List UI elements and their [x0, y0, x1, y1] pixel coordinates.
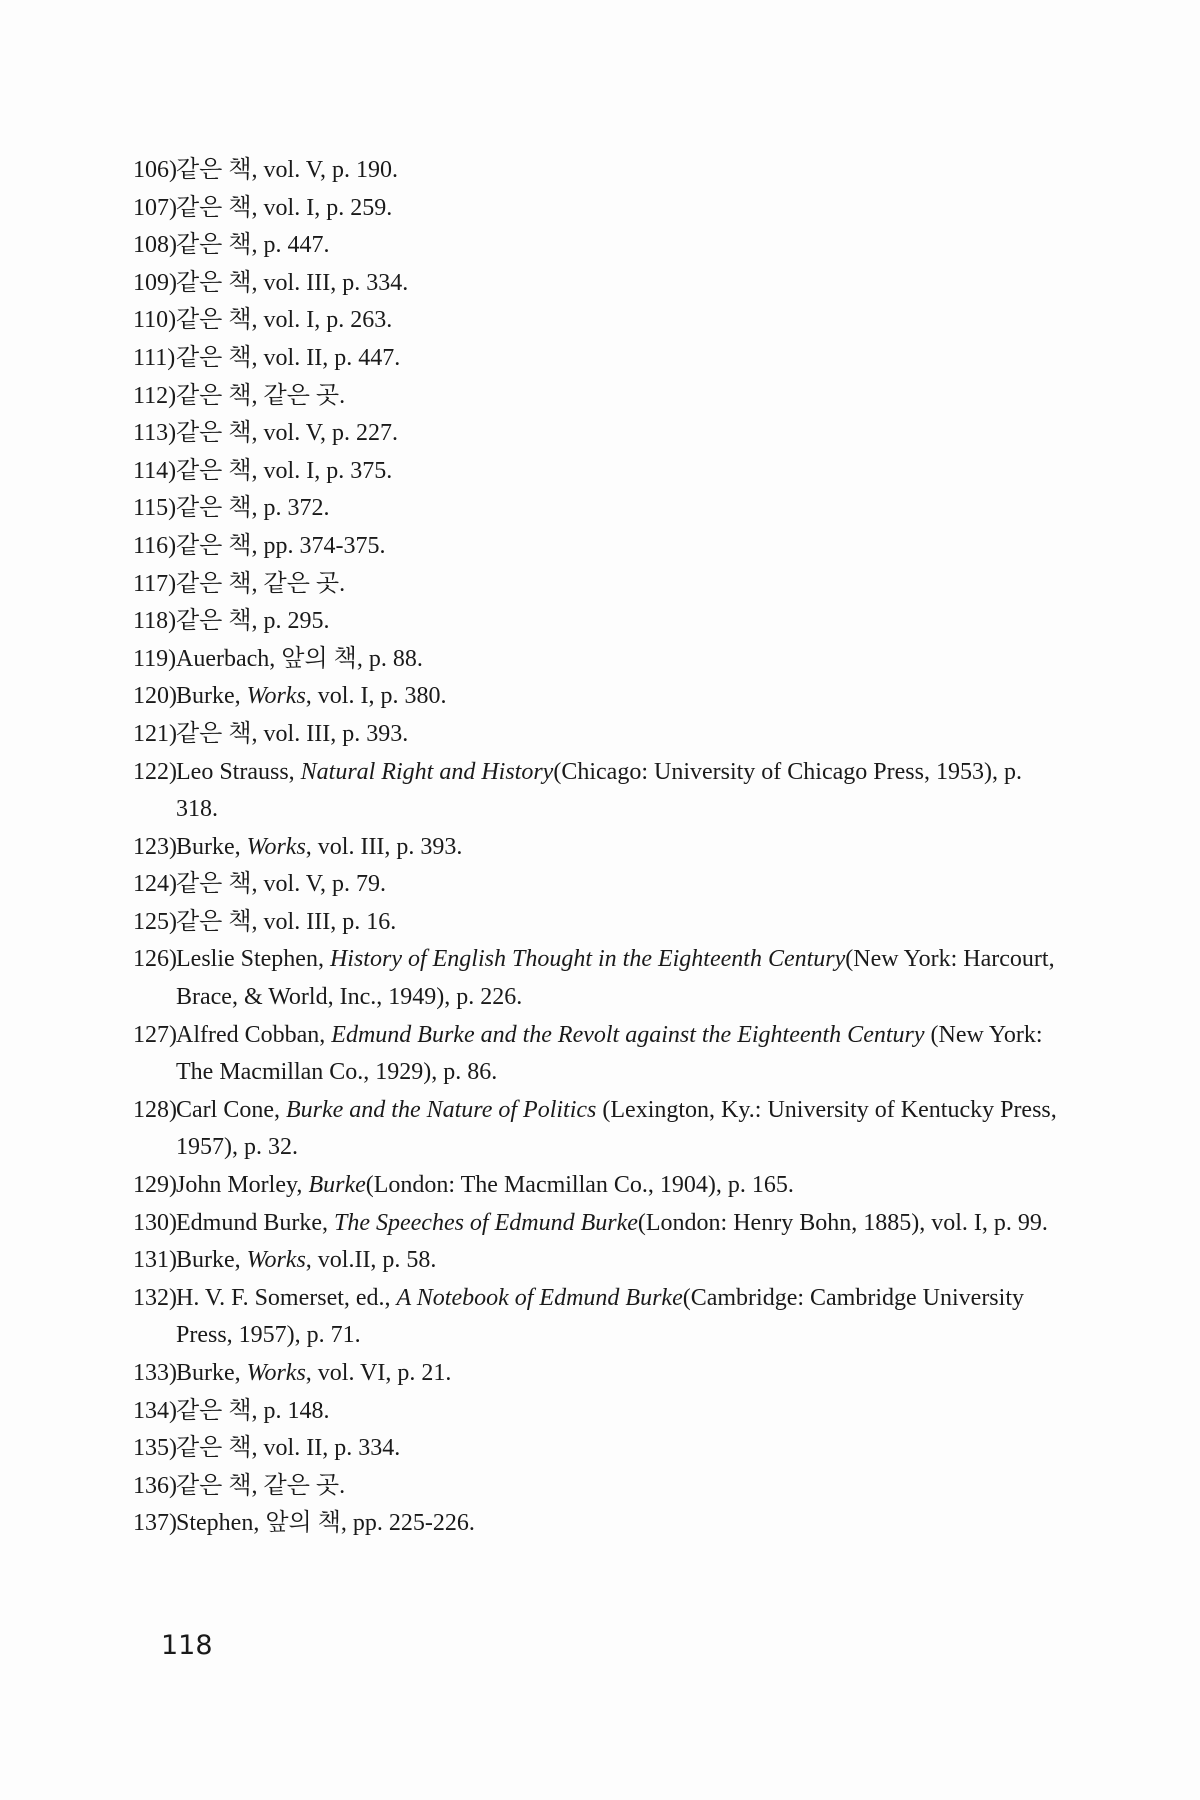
cited-title: The Speeches of Edmund Burke: [333, 1209, 638, 1236]
endnote-item: [133, 227, 1068, 265]
endnote-text: [176, 608, 330, 634]
endnote-item: [133, 716, 1068, 754]
endnote-item: [133, 1017, 1068, 1092]
endnote-segment: 같은 책, vol. I, p. 259.: [176, 194, 393, 221]
endnote-item: [133, 453, 1068, 491]
endnote-text: [176, 871, 386, 897]
endnote-segment: , vol.II, p. 58.: [305, 1247, 437, 1274]
endnote-text: [176, 1285, 1024, 1349]
endnote-segment: Alfred Cobban,: [176, 1021, 332, 1048]
endnote-segment: Burke,: [176, 1247, 247, 1274]
endnote-text: [176, 646, 423, 672]
endnote-number: 107): [133, 194, 177, 221]
endnote-item: [133, 754, 1068, 829]
endnote-segment: (London: The Macmillan Co., 1904), p. 165.: [365, 1172, 794, 1199]
endnote-item: [133, 1242, 1068, 1280]
endnote-item: [133, 1205, 1068, 1243]
cited-title: Works: [246, 683, 306, 710]
endnote-text: [176, 1097, 1057, 1161]
endnote-number: 128): [133, 1096, 177, 1123]
endnote-number: 119): [133, 645, 177, 672]
endnote-number: 127): [133, 1021, 177, 1048]
endnote-segment: (London: Henry Bohn, 1885), vol. I, p. 99.: [637, 1209, 1048, 1236]
endnote-text: [176, 1022, 1043, 1086]
endnote-item: [133, 1355, 1068, 1393]
endnote-item: [133, 1505, 1068, 1543]
endnote-segment: 같은 책, p. 295.: [176, 608, 330, 635]
endnote-number: 117): [133, 570, 177, 597]
endnote-item: [133, 152, 1068, 190]
endnote-text: [176, 458, 392, 484]
endnote-text: [176, 1510, 475, 1536]
endnote-number: 125): [133, 908, 177, 935]
endnote-segment: (New York: The Macmillan Co., 1929), p. 86.: [176, 1021, 1043, 1086]
endnote-segment: 같은 책, vol. I, p. 263.: [176, 307, 393, 334]
endnote-segment: 같은 책, p. 372.: [176, 495, 330, 522]
endnote-item: [133, 190, 1068, 228]
endnote-number: 106): [133, 157, 177, 183]
endnote-item: [133, 1430, 1068, 1468]
endnote-text: [176, 1473, 345, 1499]
endnote-item: [133, 641, 1068, 679]
endnote-segment: 같은 책, vol. III, p. 16.: [176, 908, 397, 935]
endnote-item: [133, 340, 1068, 378]
endnote-number: 115): [133, 495, 177, 522]
endnote-number: 116): [133, 532, 177, 559]
endnote-segment: 같은 책, vol. V, p. 79.: [176, 871, 387, 898]
endnote-item: [133, 603, 1068, 641]
endnote-segment: Burke,: [176, 683, 247, 710]
endnote-item: [133, 265, 1068, 303]
endnote-segment: (Lexington, Ky.: University of Kentucky Press, 1957), p. 32.: [176, 1096, 1057, 1161]
endnote-segment: 같은 책, p. 148.: [176, 1397, 330, 1424]
endnote-number: 137): [133, 1510, 177, 1537]
endnote-number: 118): [133, 608, 177, 635]
endnote-number: 120): [133, 683, 177, 710]
endnote-text: [176, 533, 386, 559]
endnote-number: 114): [133, 457, 177, 484]
endnote-number: 112): [133, 382, 177, 409]
endnote-segment: 같은 책, vol. V, p. 190.: [176, 157, 399, 183]
endnote-segment: John Morley,: [176, 1172, 309, 1199]
endnote-text: [176, 834, 462, 860]
endnote-segment: (Cambridge: Cambridge University Press, 1957), p. 71.: [176, 1284, 1024, 1349]
page-number: 118: [161, 1630, 213, 1661]
endnote-segment: 같은 책, 같은 곳.: [176, 382, 346, 409]
endnote-number: 135): [133, 1435, 177, 1462]
endnote-segment: 같은 책, vol. V, p. 227.: [176, 420, 399, 447]
endnote-text: [176, 345, 400, 371]
endnote-text: [176, 721, 408, 747]
endnote-segment: 같은 책, vol. II, p. 334.: [176, 1435, 401, 1462]
endnote-text: [176, 683, 446, 709]
endnote-text: [176, 1210, 1048, 1236]
cited-title: Burke and the Nature of Politics: [285, 1096, 597, 1123]
endnote-segment: 같은 책, vol. III, p. 334.: [176, 269, 409, 296]
endnote-text: [176, 759, 1022, 823]
endnote-item: [133, 302, 1068, 340]
endnote-text: [176, 1247, 436, 1273]
endnote-number: 108): [133, 232, 177, 259]
endnote-number: 130): [133, 1209, 177, 1236]
endnote-text: [176, 495, 330, 521]
endnote-item: [133, 866, 1068, 904]
endnote-number: 113): [133, 420, 177, 447]
endnote-segment: Leslie Stephen,: [176, 946, 330, 973]
cited-title: A Notebook of Edmund Burke: [396, 1284, 683, 1311]
cited-title: Burke: [308, 1172, 366, 1199]
endnote-text: [176, 946, 1055, 1010]
endnote-number: 129): [133, 1172, 177, 1199]
endnote-segment: Burke,: [176, 1360, 247, 1386]
endnote-number: 109): [133, 269, 177, 296]
endnote-segment: Burke,: [176, 833, 247, 860]
endnote-number: 131): [133, 1247, 177, 1274]
endnote-item: [133, 1468, 1068, 1506]
endnote-text: [176, 1398, 330, 1424]
endnote-text: [176, 307, 392, 333]
endnote-item: [133, 490, 1068, 528]
endnote-segment: 같은 책, 같은 곳.: [176, 570, 346, 597]
endnote-number: 126): [133, 946, 177, 973]
endnote-item: [133, 1092, 1068, 1167]
endnote-text: [176, 232, 330, 258]
endnote-segment: H. V. F. Somerset, ed.,: [176, 1284, 397, 1311]
endnote-text: [176, 195, 392, 221]
endnote-number: 123): [133, 833, 177, 860]
endnote-text: [176, 420, 398, 446]
endnote-segment: Auerbach, 앞의 책, p. 88.: [176, 645, 423, 672]
endnote-number: 124): [133, 871, 177, 898]
endnote-text: [176, 1360, 451, 1386]
endnote-segment: , vol. I, p. 380.: [305, 683, 447, 710]
endnote-segment: Carl Cone,: [176, 1096, 286, 1123]
cited-title: Edmund Burke and the Revolt against the Eighteenth Century: [331, 1021, 925, 1048]
endnote-segment: Leo Strauss,: [176, 758, 301, 785]
endnote-segment: 같은 책, vol. II, p. 447.: [176, 344, 401, 371]
endnote-text: [176, 270, 408, 296]
endnote-segment: 같은 책, pp. 374-375.: [176, 532, 386, 559]
endnote-segment: 같은 책, 같은 곳.: [176, 1472, 346, 1499]
endnote-item: [133, 528, 1068, 566]
endnote-item: [133, 1393, 1068, 1431]
endnote-text: [176, 1435, 400, 1461]
endnote-segment: 같은 책, vol. I, p. 375.: [176, 457, 393, 484]
cited-title: Works: [246, 1247, 306, 1274]
endnote-number: 122): [133, 758, 177, 785]
endnote-segment: Edmund Burke,: [176, 1209, 334, 1236]
endnote-item: [133, 829, 1068, 867]
endnote-segment: Stephen, 앞의 책, pp. 225-226.: [176, 1510, 475, 1537]
endnote-number: 133): [133, 1360, 177, 1386]
endnote-segment: , vol. VI, p. 21.: [305, 1360, 452, 1386]
endnote-segment: 같은 책, p. 447.: [176, 232, 330, 259]
endnote-number: 136): [133, 1472, 177, 1499]
endnote-item: [133, 1280, 1068, 1355]
cited-title: Works: [246, 833, 306, 860]
endnote-number: 134): [133, 1397, 177, 1424]
cited-title: Works: [246, 1360, 306, 1386]
endnote-segment: 같은 책, vol. III, p. 393.: [176, 720, 409, 747]
endnote-item: [133, 378, 1068, 416]
endnote-item: [133, 1167, 1068, 1205]
endnote-text: [176, 157, 398, 183]
endnote-number: 132): [133, 1284, 177, 1311]
endnote-item: [133, 678, 1068, 716]
endnote-segment: , vol. III, p. 393.: [305, 833, 463, 860]
endnote-segment: (New York: Harcourt, Brace, & World, Inc., 1949), p. 226.: [176, 946, 1055, 1011]
endnote-item: [133, 415, 1068, 453]
endnotes-list: [133, 152, 1068, 1543]
endnote-text: [176, 909, 396, 935]
endnote-number: 121): [133, 720, 177, 747]
endnote-item: [133, 904, 1068, 942]
endnote-item: [133, 566, 1068, 604]
endnote-segment: (Chicago: University of Chicago Press, 1953), p. 318.: [176, 758, 1022, 823]
endnote-text: [176, 383, 345, 409]
endnote-number: 110): [133, 307, 177, 334]
endnote-number: 111): [133, 344, 176, 371]
cited-title: Natural Right and History: [300, 758, 554, 785]
endnote-text: [176, 1172, 794, 1198]
endnote-text: [176, 571, 345, 597]
cited-title: History of English Thought in the Eighteenth Century: [329, 946, 846, 973]
endnote-item: [133, 941, 1068, 1016]
